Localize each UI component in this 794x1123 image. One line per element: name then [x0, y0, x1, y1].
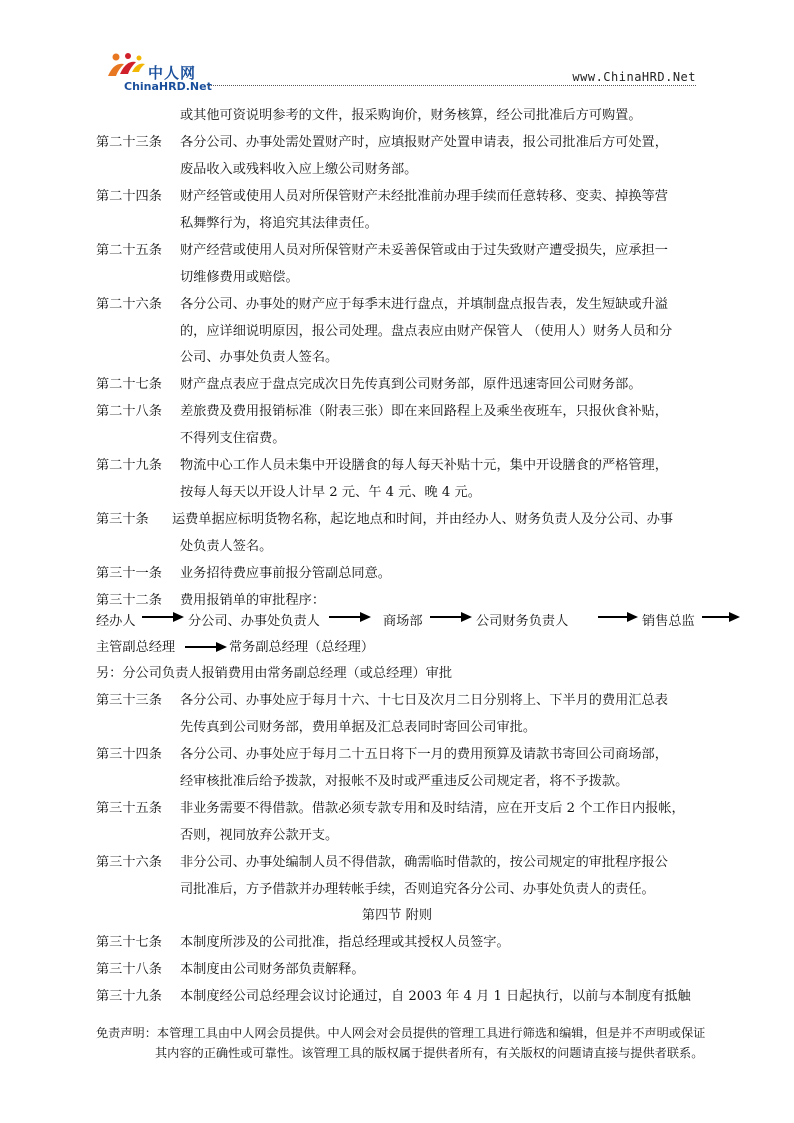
article-number: 第三十三条: [96, 693, 162, 708]
approval-flow-row-1: [0, 612, 794, 632]
article-text: 经审核批准后给予拨款，对报帐不及时或严重违反公司规定者，将不予拨款。: [180, 774, 629, 789]
article-text: 财产经营或使用人员对所保管财产未妥善保管或由于过失致财产遭受损失，应承担一: [180, 243, 668, 258]
flow-arrow-icon: [185, 642, 227, 652]
flow-arrow-icon: [142, 612, 184, 622]
article-number: 第三十条: [96, 512, 149, 527]
article-text: 先传真到公司财务部，费用单据及汇总表同时寄回公司审批。: [180, 720, 537, 735]
flow-step: 商场部: [383, 614, 423, 629]
article-number: 第二十四条: [96, 189, 162, 204]
article-text: 业务招待费应事前报分管副总同意。: [180, 566, 391, 581]
article-text: 否则，视同放弃公款开支。: [180, 828, 339, 843]
article-number: 第二十七条: [96, 377, 162, 392]
article-number: 第三十九条: [96, 989, 162, 1004]
article-number: 第三十五条: [96, 801, 162, 816]
logo: [96, 52, 212, 96]
article-text: 各分公司、办事处应于每月二十五日将下一月的费用预算及请款书寄回公司商场部，: [180, 747, 668, 762]
disclaimer-line-2: 其内容的正确性或可靠性。该管理工具的版权属于提供者所有，有关版权的问题请直接与提供者联系。: [155, 1046, 704, 1060]
article-number: 第三十一条: [96, 566, 162, 581]
flow-arrow-icon: [702, 612, 740, 622]
article-number: 第二十六条: [96, 297, 162, 312]
flow-step: 经办人: [96, 614, 136, 629]
article-text: 处负责人签名。: [180, 539, 273, 554]
article-text: 私舞弊行为，将追究其法律责任。: [180, 216, 378, 231]
article-text: 的，应详细说明原因，报公司处理。盘点表应由财产保管人 （使用人）财务人员和分: [180, 324, 673, 339]
approval-flow-row-2: [0, 638, 794, 658]
article-text: 各分公司、办事处需处置财产时，应填报财产处置申请表，报公司批准后方可处置，: [180, 135, 668, 150]
article-number: 第三十八条: [96, 962, 162, 977]
article-text: 财产经管或使用人员对所保管财产未经批准前办理手续而任意转移、变卖、掉换等营: [180, 189, 668, 204]
article-text: 本制度由公司财务部负责解释。: [180, 962, 365, 977]
flow-arrow-icon: [598, 612, 638, 622]
article-number: 第二十五条: [96, 243, 162, 258]
flow-note: 另：分公司负责人报销费用由常务副总经理（或总经理）审批: [96, 666, 453, 681]
disclaimer-line-1: 免责声明：本管理工具由中人网会员提供。中人网会对会员提供的管理工具进行筛选和编辑，但是并不声明或保证: [96, 1026, 706, 1040]
article-text: 各分公司、办事处应于每月十六、十七日及次月二日分别将上、下半月的费用汇总表: [180, 693, 668, 708]
article-text: 物流中心工作人员未集中开设膳食的每人每天补贴十元，集中开设膳食的严格管理，: [180, 458, 668, 473]
header-dotted-rule: [208, 85, 696, 86]
article-text: 废品收入或残料收入应上缴公司财务部。: [180, 162, 418, 177]
flow-arrow-icon: [430, 612, 472, 622]
section-title: 第四节 附则: [361, 908, 433, 923]
article-text: 本制度所涉及的公司批准，指总经理或其授权人员签字。: [180, 935, 510, 950]
article-number: 第二十三条: [96, 135, 162, 150]
article-text: 差旅费及费用报销标准（附表三张）即在来回路程上及乘坐夜班车，只报伙食补贴，: [180, 404, 668, 419]
text-line: 或其他可资说明参考的文件，报采购询价，财务核算，经公司批准后方可购置。: [180, 108, 642, 123]
article-number: 第二十八条: [96, 404, 162, 419]
flow-step: 常务副总经理（总经理）: [229, 640, 375, 655]
flow-step: 销售总监: [642, 614, 695, 629]
logo-cn-text: 中人网: [148, 64, 197, 82]
article-text: 司批准后，方予借款并办理转帐手续，否则追究各分公司、办事处负责人的责任。: [180, 882, 655, 897]
article-number: 第二十九条: [96, 458, 162, 473]
article-number: 第三十六条: [96, 855, 162, 870]
article-number: 第三十七条: [96, 935, 162, 950]
flow-step: 公司财务负责人: [476, 614, 569, 629]
article-number: 第三十四条: [96, 747, 162, 762]
flow-step: 分公司、办事处负责人: [188, 614, 320, 629]
article-text: 不得列支住宿费。: [180, 431, 286, 446]
article-text: 各分公司、办事处的财产应于每季末进行盘点，并填制盘点报告表，发生短缺或升溢: [180, 297, 668, 312]
flow-arrow-icon: [329, 612, 371, 622]
article-text: 非分公司、办事处编制人员不得借款，确需临时借款的，按公司规定的审批程序报公: [180, 855, 668, 870]
article-text: 公司、办事处负责人签名。: [180, 350, 339, 365]
article-text: 按每人每天以开设人计早 2 元、午 4 元、晚 4 元。: [180, 485, 481, 500]
article-text: 费用报销单的审批程序：: [180, 593, 326, 608]
article-text: 运费单据应标明货物名称，起讫地点和时间，并由经办人、财务负责人及分公司、办事: [172, 512, 674, 527]
flow-step: 主管副总经理: [96, 640, 176, 655]
logo-en-text: ChinaHRD.Net: [124, 80, 212, 93]
logo-figures-icon: [106, 52, 146, 78]
page-header: [96, 52, 696, 96]
article-text: 非业务需要不得借款。借款必须专款专用和及时结清，应在开支后 2 个工作日内报帐，: [180, 801, 685, 816]
article-text: 本制度经公司总经理会议讨论通过，自 2003 年 4 月 1 日起执行，以前与本制度有抵触: [180, 989, 691, 1004]
article-text: 切维修费用或赔偿。: [180, 270, 299, 285]
site-url: www.ChinaHRD.Net: [572, 70, 696, 84]
article-number: 第三十二条: [96, 593, 162, 608]
article-text: 财产盘点表应于盘点完成次日先传真到公司财务部，原件迅速寄回公司财务部。: [180, 377, 642, 392]
